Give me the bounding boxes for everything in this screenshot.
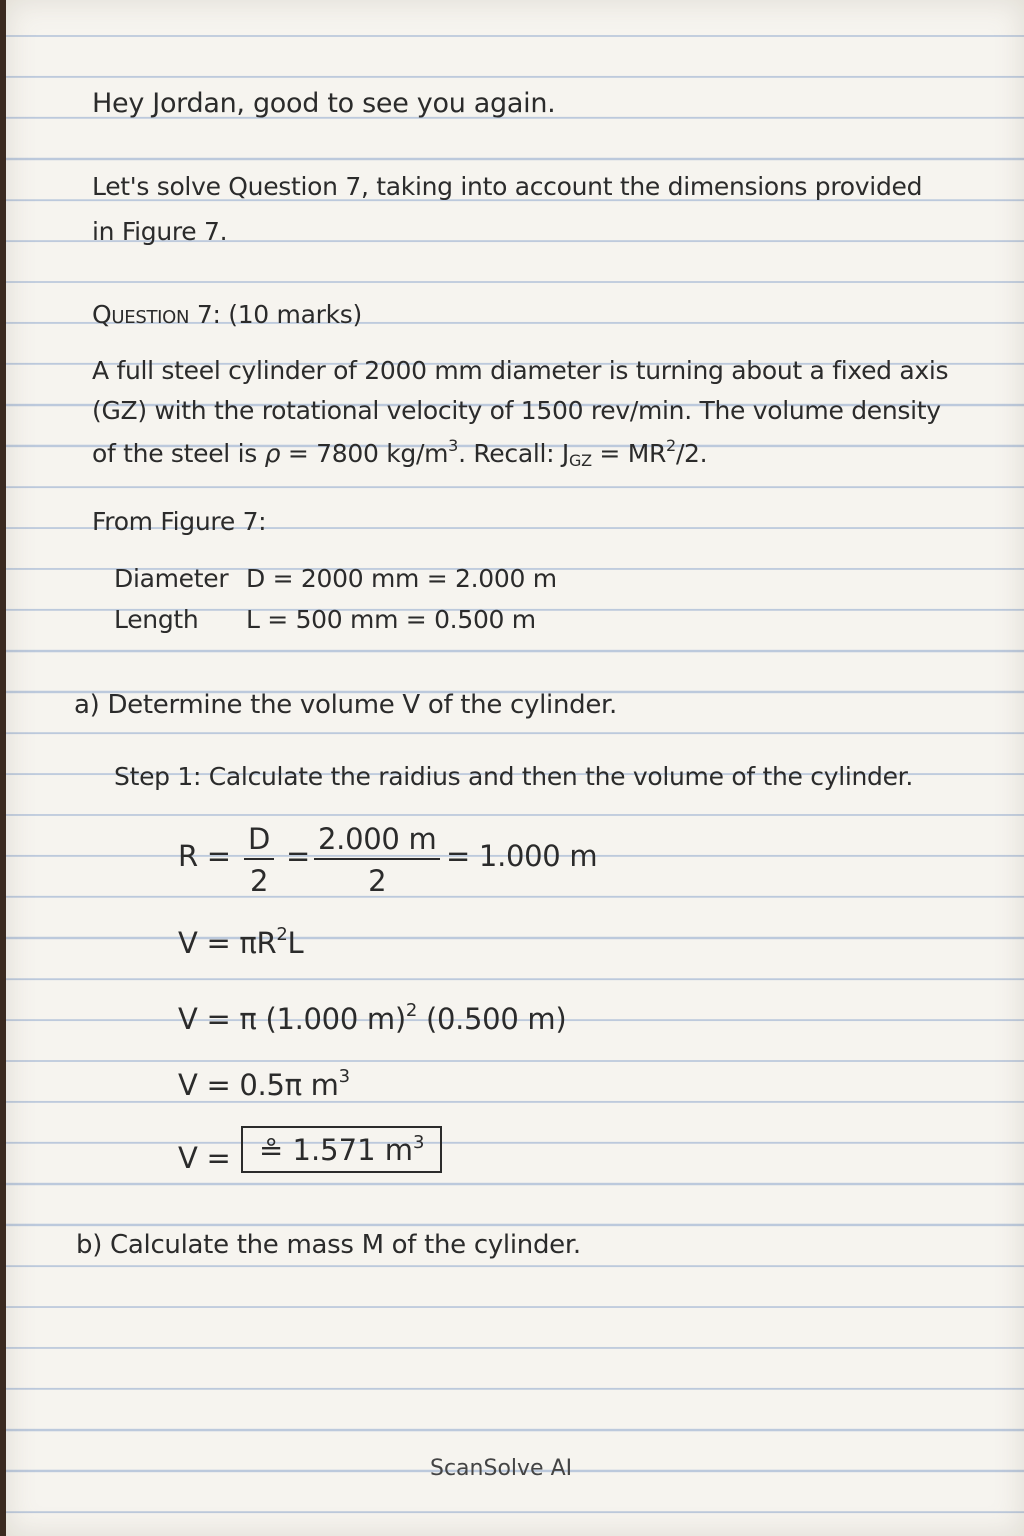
part-a-question <box>74 690 617 720</box>
volume-answer-box: ≗ 1.571 $m^3$ <box>241 1126 442 1173</box>
part-b-text: Calculate the mass M of the cylinder. <box>110 1230 581 1260</box>
part-b-label: b) <box>76 1230 103 1260</box>
intro-line-2: in Figure 7. <box>92 217 228 246</box>
r-lhs: R = <box>178 839 231 873</box>
rho-symbol: ρ <box>264 439 281 468</box>
volume-substitution: V = π (1.000 m)$^2$ (0.500 m) <box>178 1000 567 1036</box>
length-label: Length <box>114 605 199 634</box>
question-title: Question 7: <box>92 300 221 329</box>
r-equals: = <box>286 839 310 873</box>
volume-simplified: V = 0.5π $m^3$ <box>178 1066 350 1102</box>
question-line-1: A full steel cylinder of 2000 mm diameter is turning about a fixed axis <box>92 356 949 385</box>
footer-brand: ScanSolve AI <box>430 1456 573 1481</box>
question-heading <box>92 300 362 329</box>
notebook-page <box>6 0 1024 1536</box>
question-line-3: of the steel is ρ = 7800 $kg/m^3$. Recall: $J_{GZ} = MR^2/2$. <box>92 436 708 470</box>
r-fraction-1: $\frac{D}{2}$ <box>244 822 274 898</box>
greeting: Hey Jordan, good to see you again. <box>92 88 556 119</box>
question-line-2: (GZ) with the rotational velocity of 1500 rev/min. The volume density <box>92 396 941 425</box>
length-value: L = 500 mm = 0.500 m <box>246 605 536 634</box>
part-a-label: a) <box>74 690 100 720</box>
figure-heading: From Figure 7: <box>92 507 267 536</box>
part-b-question <box>76 1230 581 1260</box>
question-marks: (10 marks) <box>228 300 362 329</box>
part-a-text: Determine the volume V of the cylinder. <box>107 690 617 720</box>
intro-line-1: Let's solve Question 7, taking into account the dimensions provided <box>92 172 923 201</box>
diameter-label: Diameter <box>114 564 229 593</box>
step-1: Step 1: Calculate the raidius and then the volume of the cylinder. <box>114 762 914 791</box>
diameter-value: D = 2000 mm = 2.000 m <box>246 564 557 593</box>
volume-formula: $V = \pi R^2L$ <box>178 924 304 960</box>
r-fraction-2: $\frac{2.000 m}{2}$ <box>314 822 440 898</box>
volume-final-lhs: V = <box>178 1141 231 1175</box>
r-result: = 1.000 m <box>446 839 598 873</box>
